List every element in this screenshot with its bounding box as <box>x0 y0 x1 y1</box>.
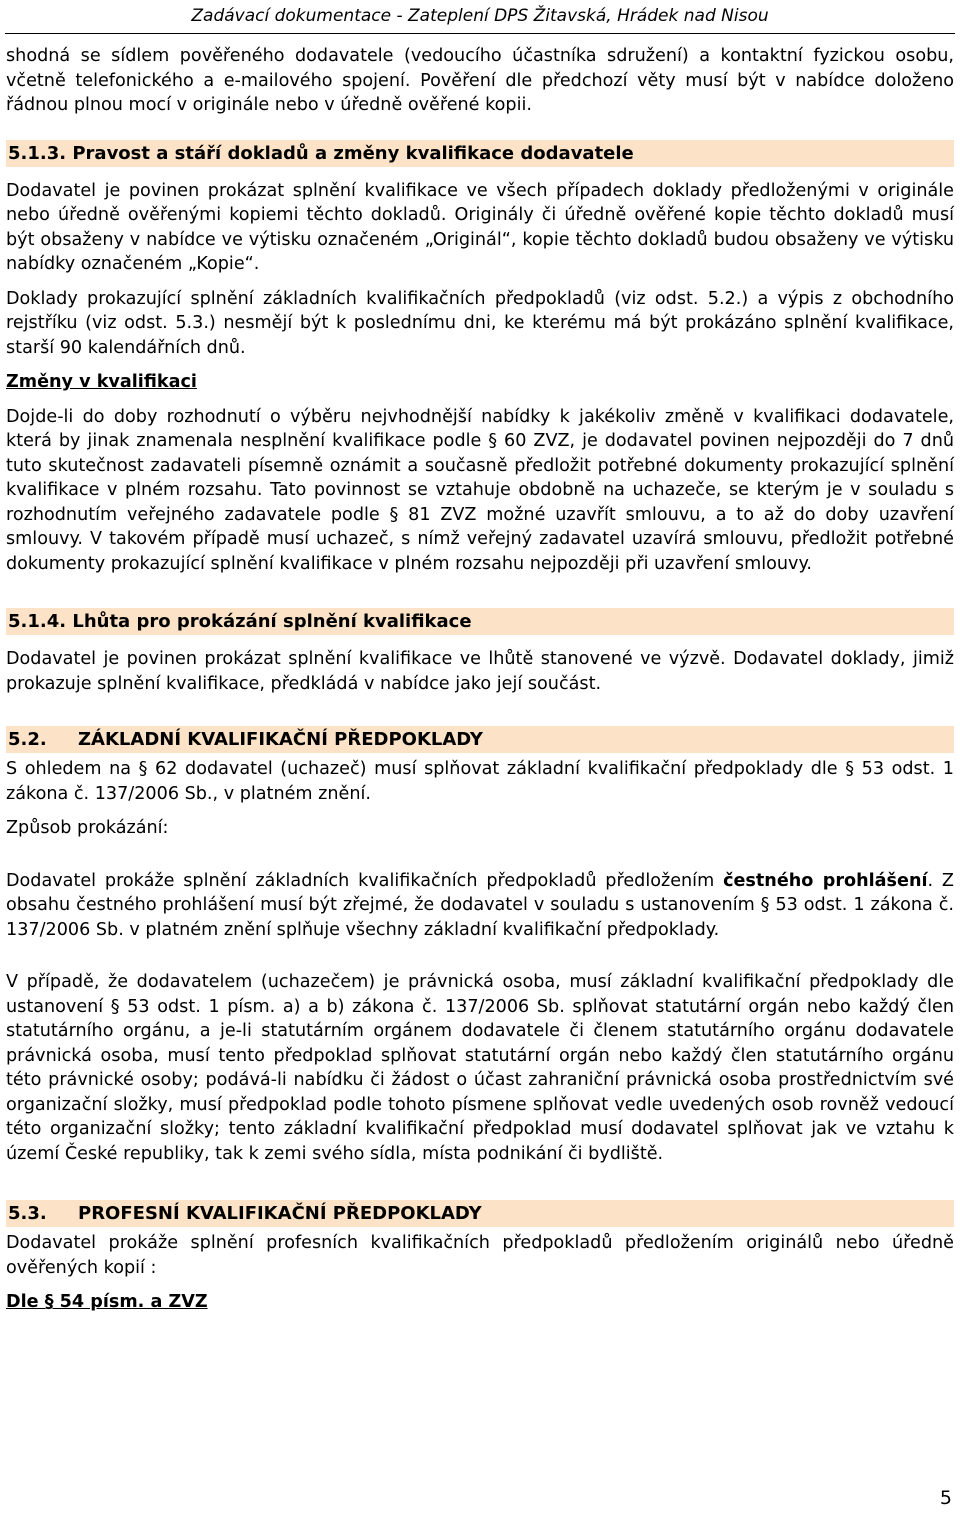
honest-declaration-bold: čestného prohlášení <box>723 870 928 891</box>
section-5-2-paragraph-3 <box>6 869 954 943</box>
section-5-1-3-heading: 5.1.3. Pravost a stáří dokladů a změny kvalifikace dodavatele <box>6 140 954 167</box>
section-5-3-title: PROFESNÍ KVALIFIKAČNÍ PŘEDPOKLADY <box>78 1203 482 1224</box>
section-5-1-3-paragraph-2: Doklady prokazující splnění základních kvalifikačních předpokladů (viz odst. 5.2.) a výpis z obchodního rejstříku (viz odst. 5.3.) nesmějí být k poslednímu dni, ke kterému má být prokázáno splnění kvalifikace, starší 90 kalendářních dnů. <box>6 288 954 358</box>
section-5-1-3-paragraph-1: Dodavatel je povinen prokázat splnění kvalifikace ve všech případech doklady předloženými v originále nebo úředně ověřenými kopiemi těchto dokladů. Originály či úředně ověřené kopie těchto dokladů musí být obsaženy v nabídce ve výtisku označeném „Originál“, kopie těchto dokladů budou obsaženy ve výtisku nabídky označeném „Kopie“. <box>6 180 954 274</box>
section-5-2-paragraph-4: V případě, že dodavatelem (uchazečem) je právnická osoba, musí základní kvalifikační předpoklady dle ustanovení § 53 odst. 1 písm. a) a b) zákona č. 137/2006 Sb. splňovat statutární orgán nebo každý člen statutárního orgánu, a je-li statutárním orgánem dodavatele či členem statutárního orgánu dodavatele právnická osoba, musí tento předpoklad splňovat statutární orgán nebo každý člen statutárního orgánu této právnické osoby; podává-li nabídku či žádost o účast zahraniční právnická osoba prostřednictvím své organizační složky, musí předpoklad podle tohoto písmene splňovat vedle uvedených osob rovněž vedoucí této organizační složky; tento základní kvalifikační předpoklad musí dodavatel splňovat jak ve vztahu k území České republiky, tak k zemi svého sídla, místa podnikání či bydliště. <box>6 972 954 1164</box>
section-5-3-paragraph: Dodavatel prokáže splnění profesních kvalifikačních předpokladů předložením originálů nebo úředně ověřených kopií : <box>6 1233 954 1278</box>
section-5-2-p3-part-a: Dodavatel prokáže splnění základních kvalifikačních předpokladů předložením <box>6 870 724 891</box>
section-5-2-heading <box>6 726 954 753</box>
section-5-3-heading <box>6 1200 954 1227</box>
section-5-3-number: 5.3. <box>8 1203 47 1224</box>
section-5-1-4-heading: 5.1.4. Lhůta pro prokázání splnění kvalifikace <box>6 608 954 635</box>
document-body <box>6 44 954 1315</box>
page-header: Zadávací dokumentace - Zateplení DPS Žitavská, Hrádek nad Nisou <box>191 6 769 26</box>
section-5-2-paragraph-1: S ohledem na § 62 dodavatel (uchazeč) musí splňovat základní kvalifikační předpoklady dle § 53 odst. 1 zákona č. 137/2006 Sb., v platném znění. <box>6 759 954 804</box>
section-5-2-number: 5.2. <box>8 729 47 750</box>
intro-paragraph: shodná se sídlem pověřeného dodavatele (vedoucího účastníka sdružení) a kontaktní fyzickou osobu, včetně telefonického a e-mailového spojení. Pověření dle předchozí věty musí být v nabídce doloženo řádnou plnou mocí v originále nebo v úředně ověřené kopii. <box>6 46 954 115</box>
section-5-2-title: ZÁKLADNÍ KVALIFIKAČNÍ PŘEDPOKLADY <box>78 729 483 750</box>
page-number: 5 <box>939 1487 952 1509</box>
proof-method-label: Způsob prokázání: <box>6 818 169 838</box>
section-5-2-p3-part-b: . Z obsahu čestného prohlášení musí být zřejmé, že dodavatel v souladu s ustanovením § 53 odst. 1 zákona č. 137/2006 Sb. v platném znění splňuje všechny základní kvalifikační předpoklady. <box>6 870 954 940</box>
section-5-1-3-paragraph-3: Dojde-li do doby rozhodnutí o výběru nejvhodnější nabídky k jakékoliv změně v kvalifikaci dodavatele, která by jinak znamenala nesplnění kvalifikace podle § 60 ZVZ, je dodavatel povinen nejpozději do 7 dnů tuto skutečnost zadavateli písemně oznámit a současně předložit potřebné dokumenty prokazující splnění kvalifikace v plném rozsahu. Tato povinnost se vztahuje obdobně na uchazeče, se kterým je v souladu s rozhodnutím veřejného zadavatele podle § 81 ZVZ možné uzavřít smlouvu, a to až do doby uzavření smlouvy. V takovém případě musí uchazeč, s nímž veřejný zadavatel uzavírá smlouvu, předložit potřebné dokumenty prokazující splnění kvalifikace v plném rozsahu nejpozději při uzavření smlouvy. <box>6 406 954 574</box>
section-5-3-subheading: Dle § 54 písm. a ZVZ <box>6 1292 208 1312</box>
section-5-1-4-paragraph: Dodavatel je povinen prokázat splnění kvalifikace ve lhůtě stanovené ve výzvě. Dodavatel doklady, jimiž prokazuje splnění kvalifikace, předkládá v nabídce jako její součást. <box>6 649 954 694</box>
header-divider <box>5 33 955 34</box>
changes-subheading: Změny v kvalifikaci <box>6 372 197 392</box>
